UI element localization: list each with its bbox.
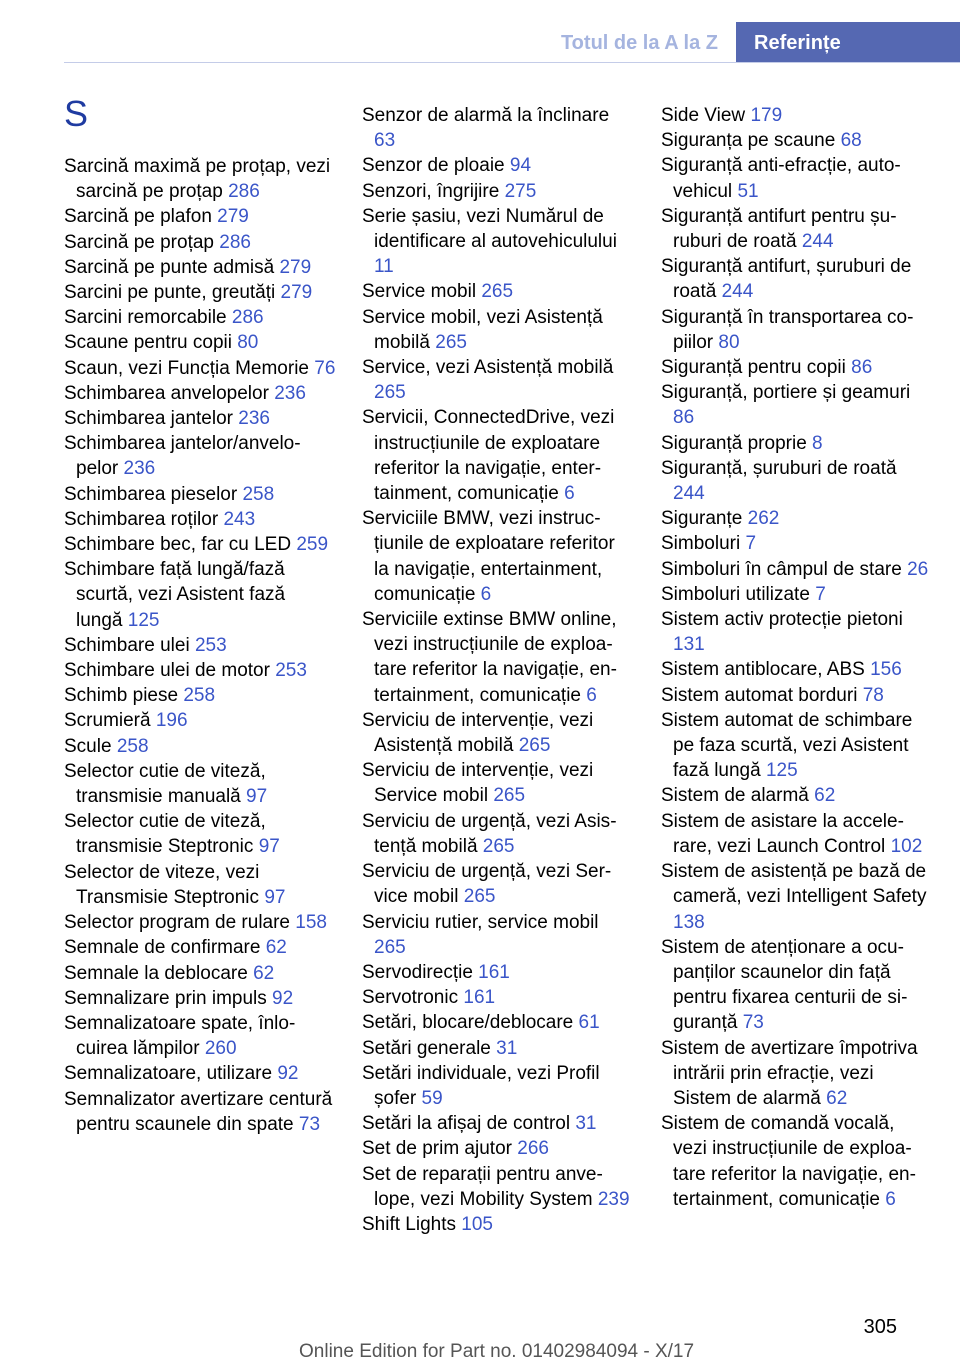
index-entry-text: Siguranța pe scaune: [661, 130, 836, 152]
index-entry-text: Shift Lights: [362, 1213, 456, 1235]
index-entry: [362, 305, 634, 355]
index-entry-text: Siguranță proprie: [661, 432, 807, 454]
index-entry-text: Siguranță anti-efracție, autovehicul: [661, 155, 901, 202]
index-entry-text: Siguranță antifurt, șuruburi de roată: [661, 256, 912, 303]
index-page-link[interactable]: 196: [155, 710, 188, 732]
index-entry-text: Sistem de asistare la accelerare, vezi Launch Control: [661, 810, 904, 857]
index-entry-text: Selector program de rulare: [64, 912, 290, 934]
header-divider: [64, 62, 960, 63]
index-entry: [64, 280, 336, 305]
index-entry-text: Senzor de alarmă la înclinare: [362, 105, 610, 126]
index-page-link[interactable]: 236: [274, 382, 306, 404]
index-entry: [661, 557, 931, 582]
index-page-link[interactable]: 265: [518, 735, 551, 757]
index-page-link[interactable]: 236: [123, 458, 156, 480]
index-entry-text: Sistem antiblocare, ABS: [661, 659, 865, 681]
index-entry-text: Siguranțe: [661, 508, 743, 530]
index-page-link[interactable]: 265: [374, 936, 406, 958]
index-column-2: [362, 103, 634, 1237]
index-page-link[interactable]: 161: [463, 987, 496, 1009]
index-entry: [362, 985, 634, 1010]
index-entry-text: Senzori, îngrijire: [362, 180, 500, 202]
index-entry-text: Setări la afișaj de control: [362, 1113, 571, 1135]
index-entry: [362, 960, 634, 985]
index-page-link[interactable]: 239: [597, 1188, 630, 1210]
index-page-link[interactable]: 94: [509, 155, 532, 177]
index-entry: [362, 153, 634, 178]
index-entry-text: Sarcini remorcabile: [64, 307, 227, 329]
index-page-link[interactable]: 6: [586, 684, 597, 706]
index-entry: [64, 961, 336, 986]
index-entry: [661, 506, 931, 531]
index-page-link[interactable]: 26: [907, 558, 929, 580]
page-number: 305: [863, 1316, 897, 1338]
index-entry-text: Schimb piese: [64, 685, 179, 707]
index-entry-text: Sistem automat borduri: [661, 684, 858, 706]
index-entry-text: Scule: [64, 735, 112, 757]
index-page-link[interactable]: 31: [496, 1037, 518, 1059]
index-entry: [64, 230, 336, 255]
index-entry-text: Servotronic: [362, 987, 459, 1009]
index-entry-text: Sarcină pe punte admisă: [64, 256, 275, 278]
index-page-link[interactable]: 131: [673, 634, 705, 656]
index-entry-text: Sarcini pe punte, greutăți: [64, 282, 276, 304]
index-entry: [64, 204, 336, 229]
index-page-link[interactable]: 7: [745, 533, 757, 555]
index-entry: [64, 658, 336, 683]
index-page-link[interactable]: 286: [219, 231, 251, 253]
index-page-link[interactable]: 62: [826, 1087, 848, 1109]
index-page-link[interactable]: 86: [673, 407, 695, 429]
index-entry-text: Semnale de confirmare: [64, 937, 261, 959]
index-entry: [362, 355, 634, 405]
index-entry: [661, 531, 931, 556]
index-entry: [64, 330, 336, 355]
index-entry-text: Scaune pentru copii: [64, 332, 232, 354]
index-entry-text: Siguranță în transportarea copiilor: [661, 306, 914, 353]
index-entry: [362, 279, 634, 304]
index-page-link[interactable]: 80: [237, 332, 259, 354]
index-entry-text: Setări individuale, vezi Profil șofer: [362, 1062, 600, 1109]
index-entry: [64, 986, 336, 1011]
index-page-link[interactable]: 279: [217, 206, 249, 228]
index-entry-text: Semnalizator avertizare centură pentru scaunele din spate: [64, 1088, 333, 1135]
index-page-link[interactable]: 92: [277, 1063, 299, 1085]
index-page-link[interactable]: 138: [673, 911, 705, 933]
index-entry: [362, 758, 634, 808]
index-page-link[interactable]: 265: [482, 835, 515, 857]
index-page-link[interactable]: 265: [435, 331, 467, 353]
index-page-link[interactable]: 244: [721, 281, 754, 303]
index-entry: [661, 783, 931, 808]
index-page-link[interactable]: 158: [295, 912, 327, 934]
index-entry-text: Scaun, vezi Funcția Memorie: [64, 357, 309, 379]
index-page-link[interactable]: 244: [801, 231, 834, 253]
index-entry-text: Selector cutie de viteză, transmisie Steptronic: [64, 811, 266, 858]
index-page-link[interactable]: 125: [127, 609, 160, 631]
index-entry-text: Simboluri în câmpul de stare: [661, 558, 902, 580]
index-page-link[interactable]: 76: [314, 357, 336, 379]
index-entry: [64, 910, 336, 935]
index-entry: [64, 759, 336, 809]
index-page-link[interactable]: 59: [421, 1087, 443, 1109]
index-entry: [64, 305, 336, 330]
index-entry: [661, 708, 931, 784]
index-page-link[interactable]: 6: [885, 1188, 896, 1210]
index-entry-text: Sistem de asistență pe bază de cameră, vezi Intelligent Safety: [661, 861, 927, 908]
index-entry: [64, 860, 336, 910]
index-entry-text: Serviciu de urgență, vezi Asistență mobilă: [362, 810, 617, 857]
index-entry-text: Service mobil: [362, 281, 477, 303]
index-entry: [661, 859, 931, 935]
index-entry-text: Sistem de atenționare a ocupanților scaunelor din față pentru fixarea centurii de siguranță: [661, 936, 908, 1034]
index-entry-text: Schimbarea anvelopelor: [64, 382, 269, 404]
index-entry-text: Setări generale: [362, 1037, 491, 1059]
index-page-link[interactable]: 31: [575, 1113, 597, 1135]
index-entry-text: Simboluri utilizate: [661, 583, 810, 605]
index-page-link[interactable]: 259: [296, 534, 329, 556]
index-page-link[interactable]: 286: [228, 181, 260, 203]
index-page-link[interactable]: 279: [279, 256, 312, 278]
index-entry: [362, 204, 634, 280]
index-page-link[interactable]: 86: [851, 357, 873, 379]
index-page-link[interactable]: 266: [517, 1138, 549, 1160]
index-entry-text: Servicii, ConnectedDrive, vezi instrucțiunile de exploatare referitor la navigație, entertainment, comunicație: [362, 407, 615, 505]
index-entry-text: Scrumieră: [64, 710, 151, 732]
index-page-link[interactable]: 265: [481, 281, 514, 303]
index-page-link[interactable]: 8: [812, 432, 823, 454]
index-entry-text: Serviciile extinse BMW online, vezi instrucțiunile de exploatare referitor la navigație, entertainment, comunicație: [362, 609, 617, 706]
index-entry: [661, 683, 931, 708]
index-entry: [661, 128, 931, 153]
index-page-link[interactable]: 78: [862, 684, 884, 706]
index-entry-text: Schimbarea roților: [64, 508, 219, 530]
index-entry-text: Sistem activ protecție pietoni: [661, 609, 903, 631]
index-entry: [362, 708, 634, 758]
index-page-link[interactable]: 62: [253, 962, 275, 984]
index-page-link[interactable]: 7: [815, 583, 826, 605]
index-entry: [661, 657, 931, 682]
index-entry: [64, 708, 336, 733]
index-entry: [661, 431, 931, 456]
index-entry-text: Schimbarea jantelor/anvelopelor: [64, 433, 301, 480]
index-page-link[interactable]: 62: [265, 937, 287, 959]
index-page-link[interactable]: 258: [116, 735, 149, 757]
index-page-link[interactable]: 260: [204, 1038, 237, 1060]
index-entry: [661, 456, 931, 506]
index-page-link[interactable]: 236: [238, 408, 270, 430]
index-page-link[interactable]: 80: [718, 331, 740, 353]
index-entry-text: Schimbare ulei: [64, 634, 190, 656]
index-page-link[interactable]: 279: [280, 282, 313, 304]
index-entry: [64, 734, 336, 759]
index-entry: [64, 809, 336, 859]
index-entry: [661, 103, 931, 128]
index-page-link[interactable]: 63: [374, 130, 396, 152]
index-page-link[interactable]: 265: [463, 886, 496, 908]
index-page-link[interactable]: 258: [183, 685, 216, 707]
tab-references[interactable]: Referințe: [736, 22, 960, 63]
index-entry-text: Simboluri: [661, 533, 741, 555]
index-entry-text: Senzor de ploaie: [362, 155, 505, 177]
index-entry: [362, 859, 634, 909]
index-page-link[interactable]: 6: [564, 483, 575, 505]
index-entry-text: Servodirecție: [362, 961, 473, 983]
index-entry: [661, 254, 931, 304]
index-page-link[interactable]: 125: [765, 760, 798, 782]
index-entry: [64, 633, 336, 658]
index-entry: [64, 431, 336, 481]
index-entry: [362, 1036, 634, 1061]
index-page-link[interactable]: 156: [870, 659, 902, 681]
index-entry: [661, 204, 931, 254]
index-entry: [362, 1111, 634, 1136]
index-entry: [661, 582, 931, 607]
index-entry: [64, 935, 336, 960]
index-page-link[interactable]: 243: [223, 508, 256, 530]
index-page-link[interactable]: 265: [374, 382, 406, 404]
index-entry: [362, 103, 634, 153]
index-entry-text: Siguranță antifurt pentru șuruburi de roată: [661, 205, 897, 253]
index-page-link[interactable]: 51: [737, 180, 759, 202]
index-entry-text: Sarcină pe plafon: [64, 206, 212, 228]
index-page-link[interactable]: 62: [814, 785, 836, 807]
index-page-link[interactable]: 11: [374, 256, 394, 278]
index-entry: [64, 406, 336, 431]
index-entry: [362, 506, 634, 607]
index-entry: [64, 683, 336, 708]
index-entry: [64, 381, 336, 406]
index-entry-text: Schimbare față lungă/fază scurtă, vezi Asistent fază lungă: [64, 559, 286, 631]
index-entry: [362, 809, 634, 859]
index-entry: [661, 355, 931, 380]
index-entry: [64, 1087, 336, 1137]
index-page-link[interactable]: 262: [747, 508, 780, 530]
index-page-link[interactable]: 286: [231, 307, 264, 329]
footer: [0, 1341, 960, 1361]
tab-a-to-z[interactable]: Totul de la A la Z: [560, 32, 718, 54]
index-entry-text: Selector de viteze, vezi Transmisie Steptronic: [64, 861, 260, 908]
index-entry: [64, 1061, 336, 1086]
index-column-3: [661, 103, 931, 1212]
index-entry-text: Serviciu de intervenție, vezi Asistență mobilă: [362, 709, 594, 757]
index-entry: [661, 1036, 931, 1112]
index-entry-text: Serviciu de urgență, vezi Service mobil: [362, 861, 612, 908]
index-entry-text: Schimbarea pieselor: [64, 483, 238, 505]
index-page-link[interactable]: 6: [480, 583, 492, 605]
index-entry-text: Side View: [661, 105, 746, 126]
index-page-link[interactable]: 61: [578, 1012, 600, 1034]
index-entry-text: Service, vezi Asistență mobilă: [362, 357, 614, 379]
index-entry-text: Sarcină maximă pe proțap, vezi sarcină pe proțap: [64, 156, 331, 203]
index-entry-text: Siguranță, șuruburi de roată: [661, 457, 897, 479]
footer-text: Online Edition for Part no. 01402984094 - X/17: [299, 1341, 695, 1362]
index-entry: [64, 507, 336, 532]
index-entry-text: Sistem automat de schimbare pe faza scurtă, vezi Asistent fază lungă: [661, 709, 913, 782]
index-entry: [362, 607, 634, 708]
index-entry: [64, 482, 336, 507]
index-entry-text: Semnale la deblocare: [64, 962, 248, 984]
index-entry-text: Semnalizatoare, utilizare: [64, 1063, 273, 1085]
index-entry: [64, 255, 336, 280]
index-entry: [64, 532, 336, 557]
header-tabs: [543, 22, 960, 63]
index-entry: [661, 935, 931, 1036]
index-entry: [64, 154, 336, 204]
index-page-link[interactable]: 68: [840, 130, 862, 152]
section-letter: S: [64, 93, 89, 134]
index-page-link[interactable]: 102: [890, 835, 923, 857]
index-entry-text: Set de reparații pentru anvelope, vezi Mobility System: [362, 1163, 603, 1210]
index-page-link[interactable]: 258: [242, 483, 275, 505]
index-entry: [362, 1136, 634, 1161]
index-page-link[interactable]: 97: [246, 786, 268, 808]
index-column-1: [64, 154, 336, 1137]
index-entry: [362, 910, 634, 960]
index-entry: [362, 1162, 634, 1212]
index-entry-text: Serviciile BMW, vezi instrucțiunile de exploatare referitor la navigație, entertainment, comunicație: [362, 508, 615, 605]
index-entry-text: Schimbare ulei de motor: [64, 660, 270, 682]
index-entry-text: Schimbare bec, far cu LED: [64, 534, 292, 556]
index-page-link[interactable]: 73: [298, 1113, 321, 1135]
index-entry-text: Schimbarea jantelor: [64, 408, 233, 430]
index-entry-text: Serie șasiu, vezi Numărul de identificare al autovehiculului: [362, 205, 617, 253]
index-entry-text: Sarcină pe proțap: [64, 231, 214, 253]
index-entry: [661, 809, 931, 859]
index-entry-text: Selector cutie de viteză, transmisie manuală: [64, 760, 266, 808]
index-page-link[interactable]: 253: [194, 634, 227, 656]
index-page-link[interactable]: 161: [478, 961, 510, 983]
index-entry-text: Semnalizare prin impuls: [64, 987, 267, 1009]
index-page-link[interactable]: 179: [750, 105, 783, 126]
index-entry: [362, 405, 634, 506]
index-entry-text: Siguranță, portiere și geamuri: [661, 382, 911, 404]
index-entry-text: Semnalizatoare spate, înlocuirea lămpilor: [64, 1012, 296, 1060]
index-entry-text: Service mobil, vezi Asistență mobilă: [362, 306, 603, 353]
index-page-link[interactable]: 105: [461, 1213, 493, 1235]
index-page-link[interactable]: 244: [673, 483, 705, 505]
index-entry: [661, 1111, 931, 1212]
index-entry-text: Sistem de alarmă: [661, 785, 809, 807]
index-entry: [661, 607, 931, 657]
index-entry: [362, 1010, 634, 1035]
index-entry-text: Siguranță pentru copii: [661, 357, 846, 379]
index-entry: [661, 153, 931, 203]
index-page-link[interactable]: 265: [493, 785, 526, 807]
index-entry: [362, 1061, 634, 1111]
index-entry-text: Set de prim ajutor: [362, 1138, 512, 1160]
index-entry: [362, 179, 634, 204]
index-page-link[interactable]: 73: [742, 1012, 764, 1034]
index-page-link[interactable]: 97: [258, 836, 280, 858]
index-page-link[interactable]: 275: [504, 180, 537, 202]
index-page-link[interactable]: 253: [275, 660, 307, 682]
index-entry: [64, 557, 336, 633]
index-entry-text: Sistem de comandă vocală, vezi instrucțiunile de exploatare referitor la navigație, entertainment, comunicație: [661, 1113, 916, 1210]
index-entry: [64, 356, 336, 381]
index-page-link[interactable]: 97: [264, 886, 286, 908]
index-entry-text: Serviciu rutier, service mobil: [362, 911, 599, 933]
index-entry: [661, 380, 931, 430]
index-entry: [661, 305, 931, 355]
index-page-link[interactable]: 92: [272, 987, 294, 1009]
index-entry-text: Serviciu de intervenție, vezi Service mobil: [362, 760, 594, 807]
index-entry: [64, 1011, 336, 1061]
index-entry-text: Setări, blocare/deblocare: [362, 1012, 574, 1034]
index-entry-text: Sistem de avertizare împotriva intrării prin efracție, vezi Sistem de alarmă: [661, 1037, 918, 1109]
index-entry: [362, 1212, 634, 1237]
